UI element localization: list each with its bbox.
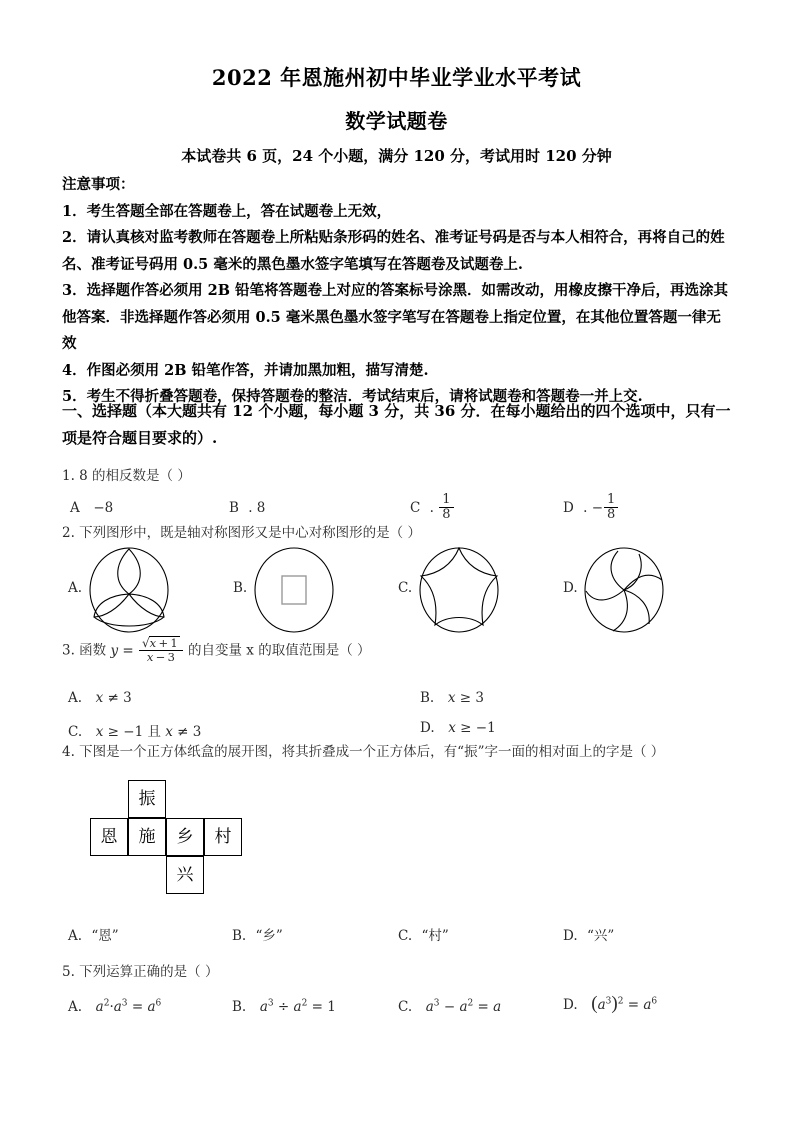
question-5-options <box>0 993 793 1028</box>
option-2-D-label: D. <box>563 580 578 596</box>
question-4-cube-net <box>90 780 260 896</box>
option-1-D-value: . − $\frac{1}{8}$ <box>583 500 619 516</box>
option-4-D-value: “兴” <box>586 928 615 944</box>
notice-item-4: 4．作图必须用 2B 铅笔作答，并请加黑加粗，描写清楚. <box>62 361 429 379</box>
subject-title: 数学试题卷 <box>345 109 448 133</box>
option-5-D-label: D. <box>563 996 578 1013</box>
option-1-C-value: . $\frac{1}{8}$ <box>430 500 455 516</box>
net-cell-row-1: 恩 <box>90 818 128 856</box>
option-1-B-label: B <box>229 500 239 516</box>
net-cell-row-2: 施 <box>128 818 166 856</box>
option-2-A-figure[interactable] <box>88 547 170 637</box>
option-1-A-label: A <box>70 500 80 516</box>
question-2-figures <box>0 545 793 635</box>
option-1-A-value: −8 <box>89 500 114 516</box>
option-2-A-label: A. <box>68 580 83 596</box>
option-2-C-figure[interactable] <box>418 547 500 637</box>
option-5-C-value: $a^3 - a^2 = a$ <box>425 998 502 1015</box>
notice-heading: 注意事项： <box>62 176 135 193</box>
option-3-C-value: x ≥ −1 且 x ≠ 3 <box>95 724 202 740</box>
notice-item-2: 2．请认真核对监考教师在答题卷上所粘贴条形码的姓名、准考证号码是否与本人相符合，再将自己的姓名、准考证号码用 0.5 毫米的黑色墨水签字笔填写在答题卷及试题卷上. <box>62 229 725 273</box>
option-2-D-figure[interactable] <box>583 547 665 637</box>
option-4-C-label: C. <box>398 928 413 944</box>
option-3-A[interactable] <box>68 690 132 706</box>
option-3-B[interactable] <box>420 690 484 706</box>
option-5-A-value: $a^2\cdot a^3 = a^6$ <box>95 998 162 1015</box>
option-4-D-label: D. <box>563 928 578 944</box>
option-4-B-value: “乡” <box>255 928 283 944</box>
option-1-A[interactable] <box>70 500 113 516</box>
question-3-stem <box>62 637 371 665</box>
option-3-B-value: x ≥ 3 <box>447 690 484 706</box>
question-4-options <box>0 924 793 950</box>
notice-item-5: 5．考生不得折叠答题卷，保持答题卷的整洁．考试结束后，请将试题卷和答题卷一并上交. <box>62 388 643 405</box>
notice-block <box>62 172 734 411</box>
option-3-D[interactable] <box>420 720 496 736</box>
option-5-D-value: $(a^3)^2 = a^6$ <box>591 993 658 1015</box>
option-1-B-value: . 8 <box>248 500 266 516</box>
option-4-A-value: “恩” <box>91 928 119 944</box>
option-5-C-label: C. <box>398 998 413 1015</box>
net-cell-bottom: 兴 <box>166 856 204 894</box>
option-5-B-label: B. <box>232 998 247 1015</box>
option-5-A[interactable] <box>68 998 161 1015</box>
question-3-fraction: $\frac{√x + 1}{x - 3}$ <box>139 636 183 664</box>
pentagon-in-circle-icon <box>418 547 500 633</box>
notice-item-1: 1．考生答题全部在答题卷上，答在试题卷上无效， <box>62 202 392 220</box>
option-2-C-label: C. <box>398 580 413 596</box>
option-3-C[interactable] <box>68 720 201 740</box>
option-4-C[interactable] <box>398 924 449 944</box>
net-cell-row-3: 乡 <box>166 818 204 856</box>
option-1-D-label: D <box>563 499 574 516</box>
net-cell-top: 振 <box>128 780 166 818</box>
section-heading-choice: 一、选择题（本大题共有 12 个小题，每小题 3 分，共 36 分．在每小题给出的四个选项中，只有一项是符合题目要求的）. <box>62 402 731 447</box>
option-3-B-label: B. <box>420 690 435 706</box>
option-1-B[interactable] <box>229 500 265 516</box>
question-3-options <box>0 690 793 746</box>
question-3-formula: y = $\frac{√x + 1}{x - 3}$ <box>110 643 183 659</box>
option-5-A-label: A. <box>68 998 83 1015</box>
question-5-stem: 5. 下列运算正确的是（ ） <box>62 964 219 980</box>
notice-item-3: 3．选择题作答必须用 2B 铅笔将答题卷上对应的答案标号涂黑．如需改动，用橡皮擦干净后，再选涂其他答案．非选择题作答必须用 0.5 毫米黑色墨水签字笔写在答题卷上指定位置，在其他位置答题一律无效 <box>62 282 729 352</box>
option-1-D[interactable] <box>563 494 619 522</box>
option-4-A[interactable] <box>68 924 119 944</box>
option-5-B-value: $a^3 \div a^2 = 1$ <box>259 998 336 1015</box>
question-2-stem: 2. 下列图形中，既是轴对称图形又是中心对称图形的是（ ） <box>62 525 421 541</box>
question-4-stem: 4. 下图是一个正方体纸盒的展开图，将其折叠成一个正方体后，有“振”字一面的相对面上的字是（ ） <box>62 744 665 760</box>
square-in-circle-icon <box>253 547 335 633</box>
pinwheel-circle-icon <box>583 547 665 633</box>
question-1-stem: 1. 8 的相反数是（ ） <box>62 468 191 484</box>
option-4-B[interactable] <box>232 924 283 944</box>
option-5-C[interactable] <box>398 998 501 1015</box>
three-petal-circle-icon <box>88 547 170 633</box>
option-1-C-label: C <box>410 499 421 516</box>
option-4-D[interactable] <box>563 924 614 944</box>
option-4-B-label: B. <box>232 928 247 944</box>
question-3-stem-prefix: 3. 函数 <box>62 642 111 659</box>
option-2-B-label: B. <box>233 580 248 596</box>
option-3-D-value: x ≥ −1 <box>448 720 496 736</box>
option-5-B[interactable] <box>232 998 336 1015</box>
option-5-D[interactable] <box>563 993 658 1015</box>
option-4-C-value: “村” <box>421 928 449 944</box>
option-1-C[interactable] <box>410 494 455 522</box>
option-3-D-label: D. <box>420 720 435 736</box>
option-3-A-value: x ≠ 3 <box>95 690 132 706</box>
option-4-A-label: A. <box>68 928 83 944</box>
question-3-stem-suffix: 的自变量 x 的取值范围是（ ） <box>183 642 371 659</box>
option-3-C-label: C. <box>68 724 83 740</box>
net-cell-row-4: 村 <box>204 818 242 856</box>
page-title: 2022 年恩施州初中毕业学业水平考试 <box>211 65 582 90</box>
option-2-B-figure[interactable] <box>253 547 335 637</box>
exam-info-line: 本试卷共 6 页，24 个小题，满分 120 分，考试用时 120 分钟 <box>181 147 612 165</box>
option-3-A-label: A. <box>68 690 83 706</box>
